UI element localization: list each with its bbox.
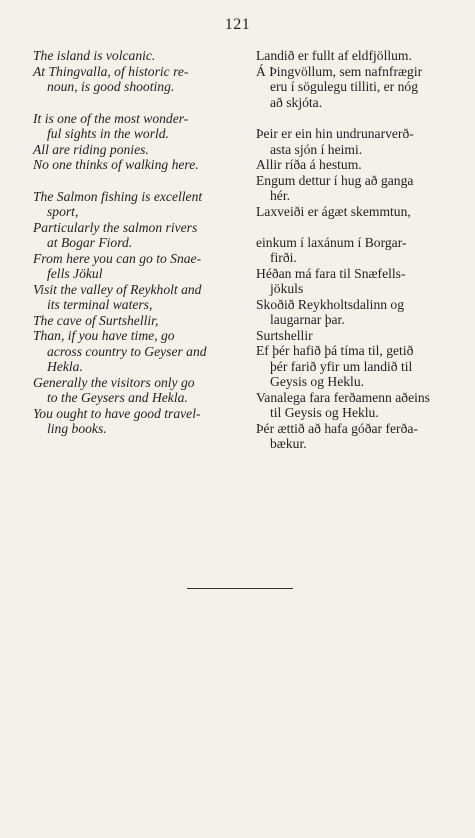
- english-line: The cave of Surtshellir,: [33, 312, 159, 328]
- english-line: The Salmon fishing is excellent: [33, 188, 203, 204]
- english-line: Visit the valley of Reykholt and: [33, 281, 202, 297]
- icelandic-line: Héðan má fara til Snæfells-: [256, 265, 406, 281]
- icelandic-line: Vanalega fara ferðamenn aðeins: [256, 389, 430, 405]
- english-line: its terminal waters,: [47, 297, 153, 312]
- icelandic-line: til Geysis og Heklu.: [270, 405, 379, 420]
- english-line: at Bogar Fiord.: [47, 235, 133, 250]
- english-line: Generally the visitors only go: [33, 374, 195, 390]
- english-column: [33, 48, 238, 453]
- english-line: No one thinks of walking here.: [33, 157, 199, 172]
- icelandic-line: hér.: [270, 188, 291, 203]
- english-line: From here you can go to Snae-: [33, 250, 202, 266]
- icelandic-line: Laxveiði er ágæt skemmtun,: [256, 203, 411, 219]
- icelandic-group-2: [256, 126, 459, 204]
- icelandic-line: Engum dettur í hug að ganga: [256, 172, 414, 188]
- english-line: Than, if you have time, go: [33, 328, 175, 343]
- icelandic-line: Ef þér hafið þá tíma til, getið: [256, 343, 414, 358]
- english-line: to the Geysers and Hekla.: [47, 390, 188, 405]
- icelandic-line: Geysis og Heklu.: [270, 374, 365, 389]
- icelandic-line: laugarnar þar.: [270, 312, 345, 327]
- icelandic-line: Allir ríða á hestum.: [256, 157, 362, 172]
- icelandic-line: Landið er fullt af eldfjöllum.: [256, 48, 412, 63]
- icelandic-line: að skjóta.: [270, 94, 323, 110]
- english-line: It is one of the most wonder-: [33, 110, 189, 126]
- english-line: fells Jökul: [47, 266, 103, 281]
- english-line: across country to Geyser and: [47, 343, 207, 359]
- english-line: All are riding ponies.: [33, 141, 149, 157]
- icelandic-line: eru í sögulegu tilliti, er nóg: [270, 79, 418, 94]
- icelandic-line: bækur.: [270, 436, 307, 451]
- icelandic-line: Surtshellir: [256, 327, 313, 343]
- english-line: At Thingvalla, of historic re-: [33, 63, 189, 79]
- english-line: ling books.: [47, 421, 107, 436]
- end-rule: [187, 588, 293, 589]
- icelandic-column: [256, 48, 459, 468]
- icelandic-line: asta sjón í heimi.: [270, 141, 363, 157]
- icelandic-group-3: [256, 204, 459, 452]
- english-group-1: [33, 48, 238, 95]
- english-line: sport,: [47, 204, 79, 219]
- icelandic-line: þér farið yfir um landið til: [270, 358, 413, 374]
- icelandic-line: firði.: [270, 250, 297, 265]
- english-line: You ought to have good travel-: [33, 405, 201, 421]
- icelandic-group-1: [256, 48, 459, 110]
- english-group-2: [33, 111, 238, 173]
- icelandic-line: Á Þingvöllum, sem nafnfrægir: [256, 63, 423, 79]
- english-line: Hekla.: [47, 359, 83, 374]
- english-line: noun, is good shooting.: [47, 79, 175, 94]
- english-line: The island is volcanic.: [33, 48, 156, 63]
- english-group-3: [33, 189, 238, 437]
- icelandic-line: Þér ættið að hafa góðar ferða-: [256, 420, 418, 436]
- salmon-line-gap: [256, 219, 459, 235]
- icelandic-line: Þeir er ein hin undrunarverð-: [256, 126, 414, 141]
- icelandic-line: einkum í laxánum í Borgar-: [256, 234, 407, 250]
- english-line: ful sights in the world.: [47, 126, 169, 141]
- icelandic-line: jökuls: [270, 281, 304, 296]
- english-line: Particularly the salmon rivers: [33, 219, 198, 235]
- icelandic-line: Skoðið Reykholtsdalinn og: [256, 296, 405, 312]
- page-number: 121: [224, 16, 251, 33]
